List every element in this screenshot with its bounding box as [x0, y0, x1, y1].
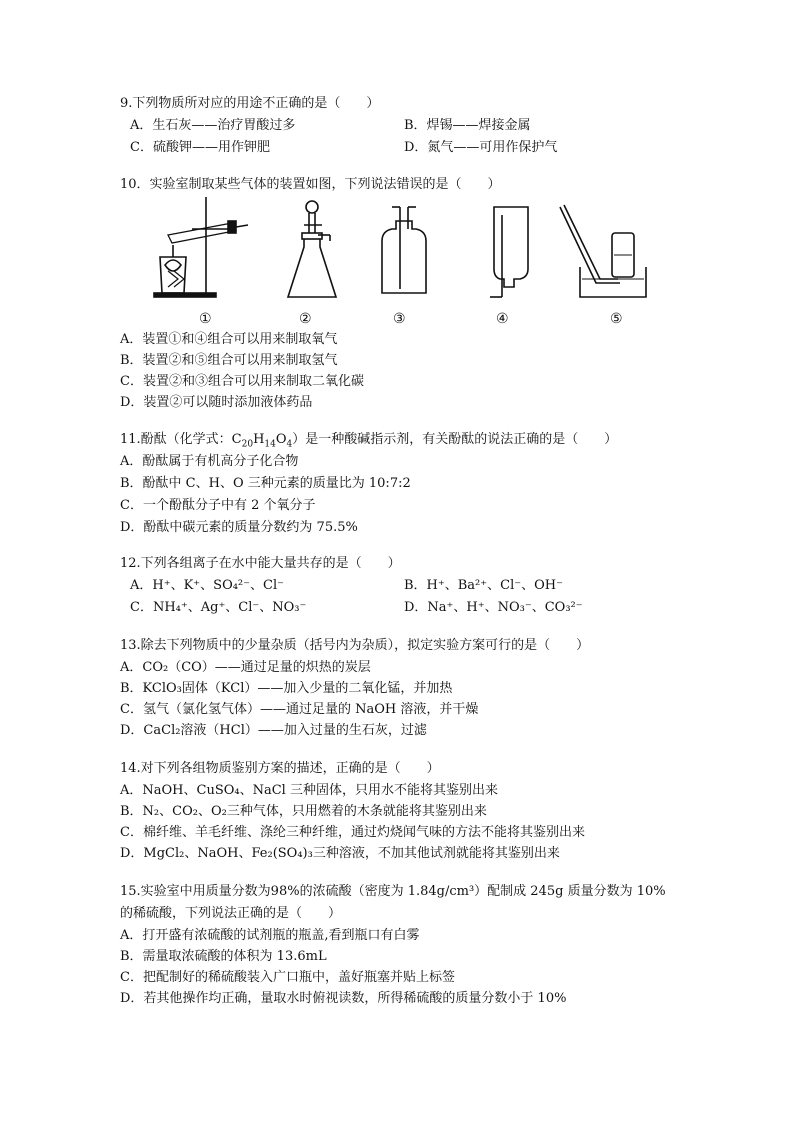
q10-option-c: C．装置②和③组合可以用来制取二氧化碳 [120, 374, 364, 389]
q13-stem: 13.除去下列物质中的少量杂质（括号内为杂质），拟定实验方案可行的是（ ） [120, 638, 590, 653]
q13-option-a: A．CO₂（CO）——通过足量的炽热的炭层 [120, 660, 371, 675]
q15-option-a: A．打开盛有浓硫酸的试剂瓶的瓶盖,看到瓶口有白雾 [120, 928, 420, 943]
q12-option-d: D．Na⁺、H⁺、NO₃⁻、CO₃²⁻ [404, 600, 583, 615]
q11-option-c: C．一个酚酞分子中有 2 个氧分子 [120, 498, 316, 513]
q11-h: H [253, 432, 265, 447]
apparatus-4-inverted-bottle [490, 207, 528, 297]
q15-option-d: D．若其他操作均正确，量取水时俯视读数，所得稀硫酸的质量分数小于 10% [120, 991, 567, 1006]
q9-stem: 9.下列物质所对应的用途不正确的是（ ） [120, 96, 380, 111]
q13-option-b: B．KClO₃固体（KCl）——加入少量的二氧化锰，并加热 [120, 681, 453, 696]
apparatus-label-4: ④ [496, 311, 509, 327]
apparatus-label-1: ① [199, 311, 212, 327]
q11-sub-c: 20 [241, 439, 254, 450]
q11-o: O [275, 432, 287, 447]
q9-option-b: B．焊锡——焊接金属 [404, 118, 531, 133]
q15-stem-line2: 的稀硫酸，下列说法正确的是（ ） [120, 906, 342, 921]
q14-option-a: A．NaOH、CuSO₄、NaCl 三种固体，只用水不能将其鉴别出来 [120, 783, 498, 798]
q11-option-d: D．酚酞中碳元素的质量分数约为 75.5% [120, 520, 358, 535]
apparatus-2-flask [288, 201, 336, 297]
q12-option-a: A．H⁺、K⁺、SO₄²⁻、Cl⁻ [130, 578, 284, 593]
apparatus-label-5: ⑤ [610, 311, 623, 327]
q10-option-a: A．装置①和④组合可以用来制取氧气 [120, 332, 338, 347]
q11-stem-pre: 11.酚酞（化学式：C [120, 432, 242, 447]
q15-option-c: C．把配制好的稀硫酸装入广口瓶中，盖好瓶塞并贴上标签 [120, 970, 455, 985]
q9-option-d: D．氮气——可用作保护气 [404, 140, 558, 155]
q11-option-b: B．酚酞中 C、H、O 三种元素的质量比为 10:7:2 [120, 476, 411, 491]
q13-option-c: C．氢气（氯化氢气体）——通过足量的 NaOH 溶液，并干燥 [120, 702, 479, 717]
q11-stem-post: ）是一种酸碱指示剂，有关酚酞的说法正确的是（ ） [292, 432, 618, 447]
q10-option-d: D．装置②可以随时添加液体药品 [120, 395, 313, 410]
q12-option-c: C．NH₄⁺、Ag⁺、Cl⁻、NO₃⁻ [130, 600, 307, 615]
q14-option-c: C．棉纤维、羊毛纤维、涤纶三种纤维，通过灼烧闻气味的方法不能将其鉴别出来 [120, 825, 585, 840]
q14-stem: 14.对下列各组物质鉴别方案的描述，正确的是（ ） [120, 761, 440, 776]
apparatus-figure [140, 193, 660, 303]
q14-option-b: B．N₂、CO₂、O₂三种气体，只用燃着的木条就能将其鉴别出来 [120, 804, 487, 819]
q10-stem: 10．实验室制取某些气体的装置如图，下列说法错误的是（ ） [120, 177, 501, 192]
q10-option-b: B．装置②和⑤组合可以用来制取氢气 [120, 353, 338, 368]
apparatus-3-bottle [382, 207, 426, 293]
apparatus-label-2: ② [299, 311, 312, 327]
q9-option-a: A．生石灰——治疗胃酸过多 [130, 118, 296, 133]
q15-option-b: B．需量取浓硫酸的体积为 13.6mL [120, 949, 327, 964]
q11-stem [120, 431, 617, 449]
q11-sub-h: 14 [264, 439, 276, 450]
apparatus-label-3: ③ [393, 311, 406, 327]
q12-stem: 12.下列各组离子在水中能大量共存的是（ ） [120, 556, 401, 571]
q11-sub-o: 4 [286, 439, 293, 450]
q14-option-d: D．MgCl₂、NaOH、Fe₂(SO₄)₃三种溶液，不加其他试剂就能将其鉴别出来 [120, 846, 560, 861]
apparatus-1-stand [154, 197, 248, 297]
q13-option-d: D．CaCl₂溶液（HCl）——加入过量的生石灰，过滤 [120, 723, 427, 738]
q11-option-a: A．酚酞属于有机高分子化合物 [120, 454, 299, 469]
q12-option-b: B．H⁺、Ba²⁺、Cl⁻、OH⁻ [404, 578, 563, 593]
q15-stem-line1: 15.实验室中用质量分数为98%的浓硫酸（密度为 1.84g/cm³）配制成 245g 质量分数为 10% [120, 884, 666, 899]
apparatus-5-trough [560, 205, 646, 297]
q9-option-c: C．硫酸钾——用作钾肥 [130, 140, 270, 155]
